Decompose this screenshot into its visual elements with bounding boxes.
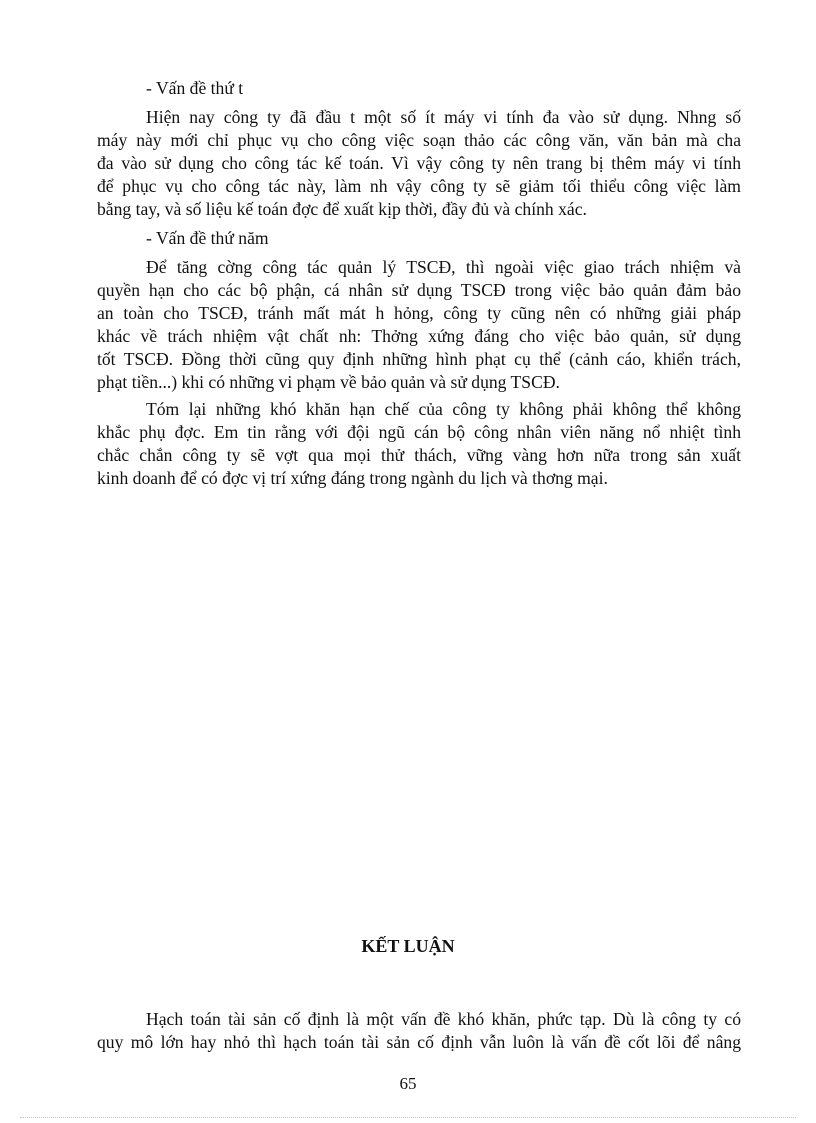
paragraph-line: quyền hạn cho các bộ phận, cá nhân sử dụng TSCĐ trong việc bảo quản đảm bảo [97, 280, 741, 300]
paragraph-line: bằng tay, và số liệu kế toán đợc để xuất kịp thời, đầy đủ và chính xác. [97, 199, 587, 219]
paragraph-line: khắc phụ đợc. Em tin rằng với đội ngũ cán bộ công nhân viên năng nổ nhiệt tình [97, 422, 741, 442]
paragraph-line: an toàn cho TSCĐ, tránh mất mát h hỏng, công ty cũng nên có những giải pháp [97, 303, 741, 323]
paragraph-line: tốt TSCĐ. Đồng thời cũng quy định những hình phạt cụ thể (cảnh cáo, khiển trách, [97, 349, 741, 369]
paragraph-line: kinh doanh để có đợc vị trí xứng đáng trong ngành du lịch và thơng mại. [97, 468, 608, 488]
paragraph-line: Để tăng cờng công tác quản lý TSCĐ, thì ngoài việc giao trách nhiệm và [146, 257, 741, 277]
paragraph-line: phạt tiền...) khi có những vi phạm về bảo quản và sử dụng TSCĐ. [97, 372, 560, 392]
section-heading-fifth-issue: - Vấn đề thứ năm [146, 228, 269, 248]
paragraph-line: Hạch toán tài sản cố định là một vấn đề khó khăn, phức tạp. Dù là công ty có [146, 1009, 741, 1029]
footer-divider [20, 1117, 796, 1118]
paragraph-line: để phục vụ cho công tác này, làm nh vậy công ty sẽ giảm tối thiểu công việc làm [97, 176, 741, 196]
paragraph-line: Tóm lại những khó khăn hạn chế của công ty không phải không thể không [146, 399, 741, 419]
paragraph-line: Hiện nay công ty đã đầu t một số ít máy vi tính đa vào sử dụng. Nhng số [146, 107, 741, 127]
section-heading-fourth-issue: - Vấn đề thứ t [146, 78, 244, 98]
paragraph-line: chắc chắn công ty sẽ vợt qua mọi thử thách, vững vàng hơn nữa trong sản xuất [97, 445, 741, 465]
paragraph-line: khác về trách nhiệm vật chất nh: Thởng xứng đáng cho việc bảo quản, sử dụng [97, 326, 741, 346]
paragraph-line: đa vào sử dụng cho công tác kế toán. Vì vậy công ty nên trang bị thêm máy vi tính [97, 153, 741, 173]
paragraph-line: quy mô lớn hay nhỏ thì hạch toán tài sản cố định vẫn luôn là vấn đề cốt lõi để nâng [97, 1032, 741, 1052]
paragraph-line: máy này mới chỉ phục vụ cho công việc soạn thảo các công văn, văn bản mà cha [97, 130, 741, 150]
conclusion-title: KẾT LUẬN [361, 936, 455, 956]
page-number: 65 [399, 1074, 417, 1093]
